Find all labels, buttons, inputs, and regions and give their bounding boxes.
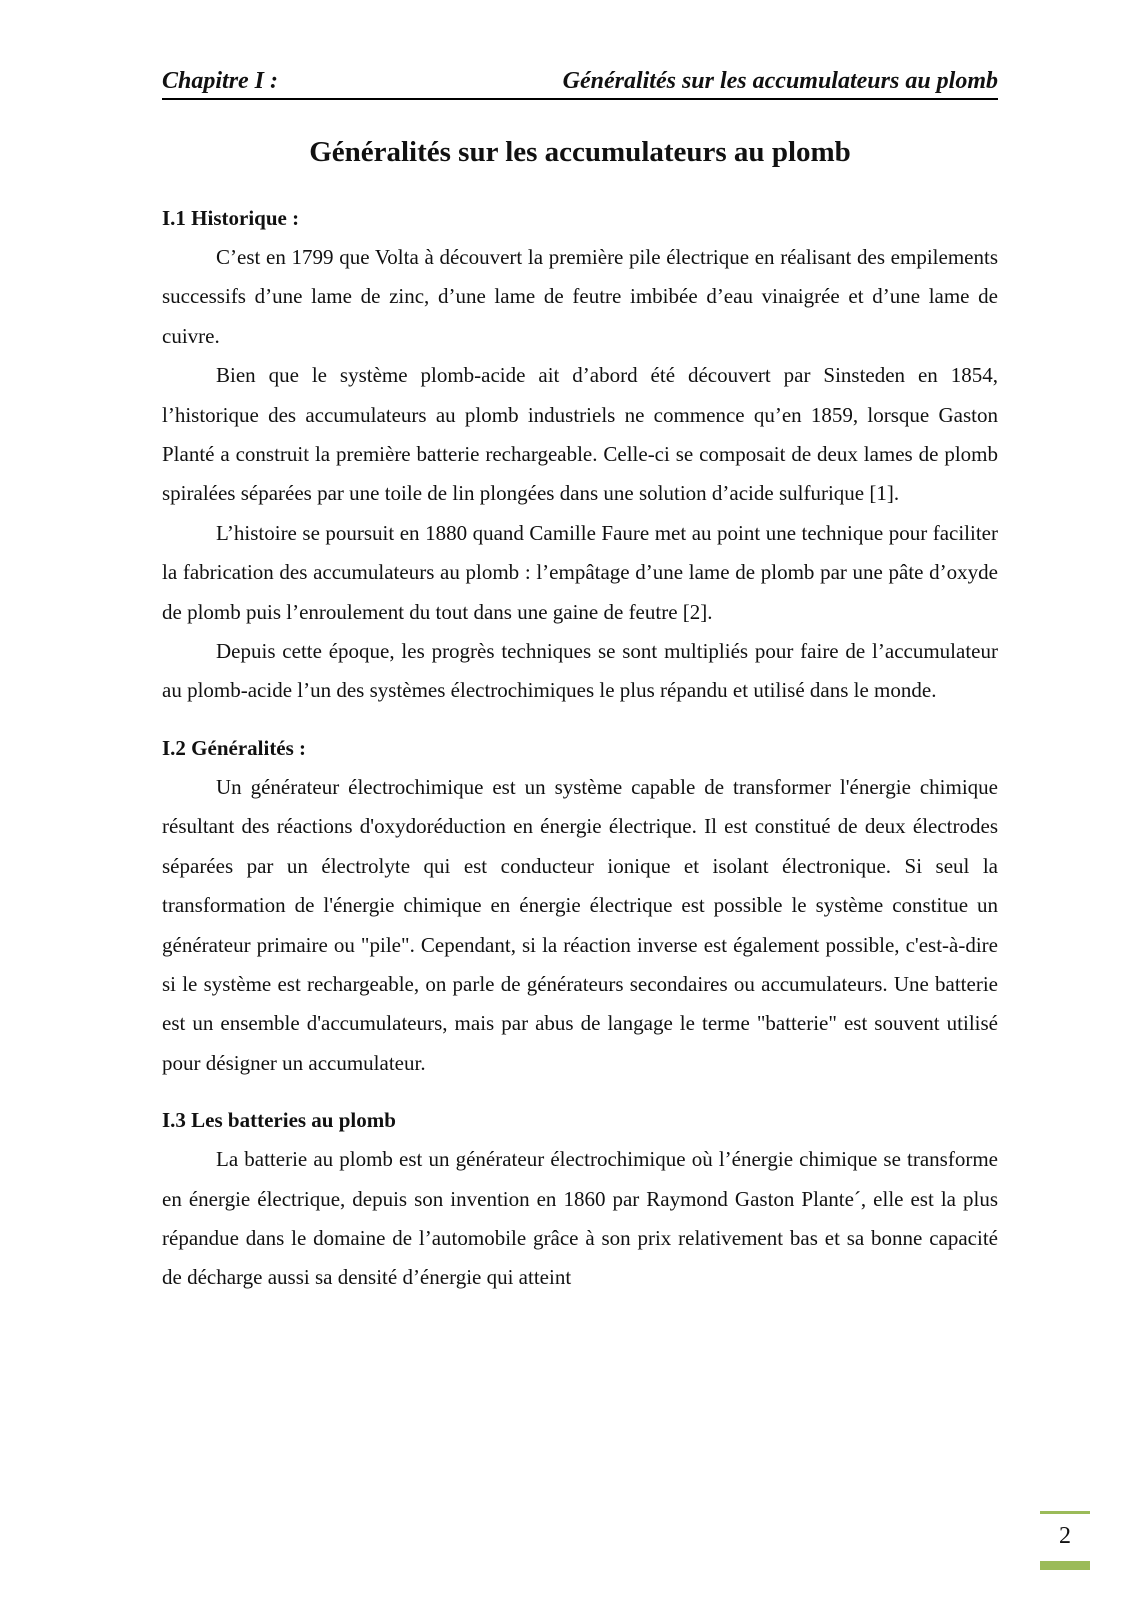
section-heading: I.2 Généralités : (162, 735, 307, 760)
page-number: 2 (1040, 1511, 1090, 1570)
page-title: Généralités sur les accumulateurs au plomb (309, 136, 851, 168)
paragraph: L’histoire se poursuit en 1880 quand Camille Faure met au point une technique pour faciliter la fabrication des accumulateurs au plomb : l’empâtage d’une lame de plomb par une pâte d’oxyde de plomb puis l’enroulement du tout dans une gaine de feutre [2]. (162, 520, 998, 624)
section-generalites (162, 733, 998, 1083)
paragraph: C’est en 1799 que Volta à découvert la première pile électrique en réalisant des empilements successifs d’une lame de zinc, d’une lame de feutre imbibée d’eau vinaigrée et d’une lame de cuivre. (162, 245, 998, 348)
paragraph: Depuis cette époque, les progrès techniques se sont multipliés pour faire de l’accumulateur au plomb-acide l’un des systèmes électrochimiques le plus répandu et utilisé dans le monde. (162, 639, 998, 703)
header-subject: Généralités sur les accumulateurs au plomb (562, 68, 998, 94)
section-historique (162, 203, 998, 711)
header-chapter: Chapitre I : (162, 68, 279, 94)
paragraph: La batterie au plomb est un générateur électrochimique où l’énergie chimique se transforme en énergie électrique, depuis son invention en 1860 par Raymond Gaston Plante´, elle est la plus répandue dans le domaine de l’automobile grâce à son prix relativement bas et sa bonne capacité de décharge aussi sa densité d’énergie qui atteint (162, 1147, 998, 1290)
document-body (162, 203, 998, 1320)
running-header (162, 64, 998, 100)
paragraph: Bien que le système plomb-acide ait d’abord été découvert par Sinsteden en 1854, l’historique des accumulateurs au plomb industriels ne commence qu’en 1859, lorsque Gaston Planté a construit la première batterie rechargeable. Celle-ci se composait de deux lames de plomb spiralées séparées par une toile de lin plongées dans une solution d’acide sulfurique [1]. (162, 363, 998, 506)
section-heading: I.3 Les batteries au plomb (162, 1108, 396, 1133)
section-batteries-au-plomb (162, 1105, 998, 1298)
section-heading: I.1 Historique : (162, 206, 300, 230)
paragraph: Un générateur électrochimique est un système capable de transformer l'énergie chimique résultant des réactions d'oxydoréduction en énergie électrique. Il est constitué de deux électrodes séparées par un électrolyte qui est conducteur ionique et isolant électronique. Si seul la transformation de l'énergie chimique en énergie électrique est possible le système constitue un générateur primaire ou "pile". Cependant, si la réaction inverse est également possible, c'est-à-dire si le système est rechargeable, on parle de générateurs secondaires ou accumulateurs. Une batterie est un ensemble d'accumulateurs, mais par abus de langage le terme "batterie" est souvent utilisé pour désigner un accumulateur. (162, 774, 998, 1075)
